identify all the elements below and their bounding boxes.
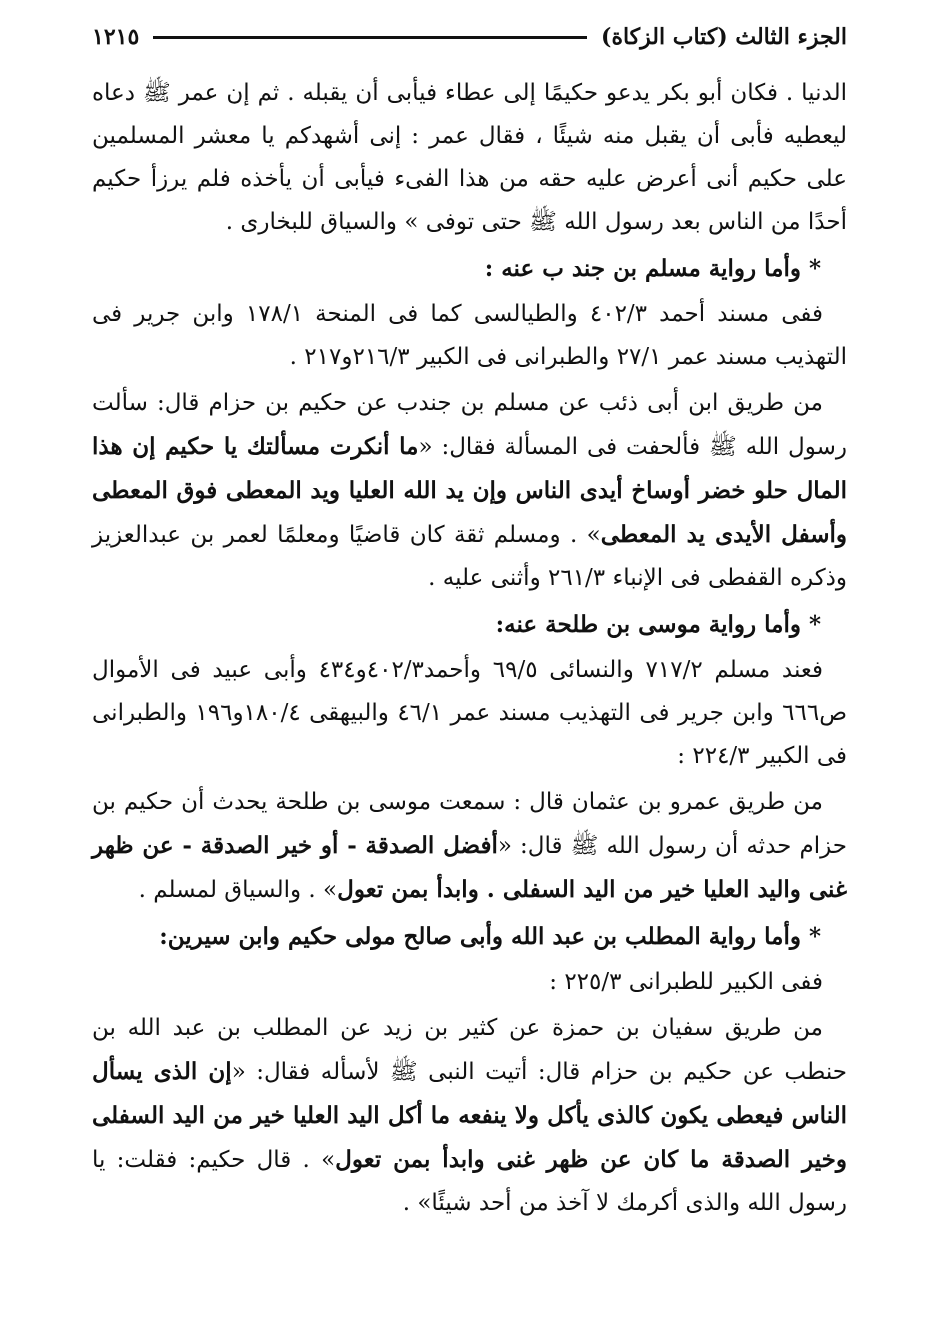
hadith-text-3: إن الذى يسأل الناس فيعطى يكون كالذى يأكل ولا ينفعه ما أكل اليد العليا خير من اليد السفلى وخير الصدقة ما كان عن ظهر غنى وابدأ بمن تعول xyxy=(92,1058,847,1173)
section-heading-muslim-bin-jundub: * وأما رواية مسلم بن جند ب عنه : xyxy=(484,255,821,282)
paragraph-7-intro: من طريق سفيان بن حمزة عن كثير بن زيد عن المطلب بن عبد الله بن حنطب عن حكيم بن حزام قال: أتيت النبى ﷺ لأسأله فقال: « xyxy=(92,1015,847,1085)
paragraph-7 xyxy=(92,1007,847,1225)
section-heading-musa-bin-talha: * وأما رواية موسى بن طلحة عنه: xyxy=(495,611,821,638)
paragraph-4: فعند مسلم ٧١٧/٢ والنسائى ٦٩/٥ وأحمد٤٠٢/٣و٤٣٤ وأبى عبيد فى الأموال ص٦٦٦ وابن جرير فى التهذيب مسند عمر ٤٦/١ والبيهقى ١٨٠/٤و١٩٦ والطبرانى فى الكبير ٢٢٤/٣ : xyxy=(92,657,847,769)
hadith-text-1: ما أنكرت مسألتك يا حكيم إن هذا المال حلو خضر أوساخ أيدى الناس وإن يد الله العليا ويد المعطى فوق المعطى وأسفل الأيدى يد المعطى xyxy=(92,433,847,548)
paragraph-5-intro: من طريق عمرو بن عثمان قال : سمعت موسى بن طلحة يحدث أن حكيم بن حزام حدثه أن رسول الله ﷺ قال: « xyxy=(92,789,847,859)
paragraph-3 xyxy=(92,382,847,600)
page-number: ١٢١٥ xyxy=(92,24,140,50)
header-rule xyxy=(153,36,587,39)
paragraph-2: ففى مسند أحمد ٤٠٢/٣ والطيالسى كما فى المنحة ١٧٨/١ وابن جرير فى التهذيب مسند عمر ٢٧/١ والطبرانى فى الكبير ٢١٦/٣و٢١٧ . xyxy=(92,301,847,370)
paragraph-6: ففى الكبير للطبرانى ٢٢٥/٣ : xyxy=(549,969,823,995)
header-title: الجزء الثالث (كتاب الزكاة) xyxy=(601,24,847,50)
paragraph-1: الدنيا . فكان أبو بكر يدعو حكيمًا إلى عطاء فيأبى أن يقبله . ثم إن عمر ﷺ دعاه ليعطيه فأبى أن يقبل منه شيئًا ، فقال عمر : إنى أشهدكم يا معشر المسلمين على حكيم أنى أعرض عليه حقه من هذا الفىء فيأبى أن يأخذه فلم يرزأ حكيم أحدًا من الناس بعد رسول الله ﷺ حتى توفى » والسياق للبخارى . xyxy=(92,80,847,235)
running-header xyxy=(92,20,847,54)
paragraph-5-outro: » . والسياق لمسلم . xyxy=(138,877,338,903)
paragraph-7-outro: » . قال حكيم: فقلت: يا رسول الله والذى أكرمك لا آخذ من أحد شيئًا» . xyxy=(92,1147,847,1216)
section-heading-muttalib: * وأما رواية المطلب بن عبد الله وأبى صالح مولى حكيم وابن سيرين: xyxy=(159,923,821,950)
paragraph-3-intro: من طريق ابن أبى ذئب عن مسلم بن جندب عن حكيم بن حزام قال: سألت رسول الله ﷺ فألحفت فى المسألة فقال: « xyxy=(92,390,847,460)
paragraph-5 xyxy=(92,781,847,912)
paragraph-3-outro: » . ومسلم ثقة كان قاضيًا ومعلمًا لعمر بن عبدالعزيز وذكره القفطى فى الإنباء ٢٦١/٣ وأثنى عليه . xyxy=(92,522,847,591)
page-body xyxy=(92,72,847,1225)
hadith-text-2: أفضل الصدقة - أو خير الصدقة - عن ظهر غنى واليد العليا خير من اليد السفلى . وابدأ بمن تعول xyxy=(92,832,847,903)
